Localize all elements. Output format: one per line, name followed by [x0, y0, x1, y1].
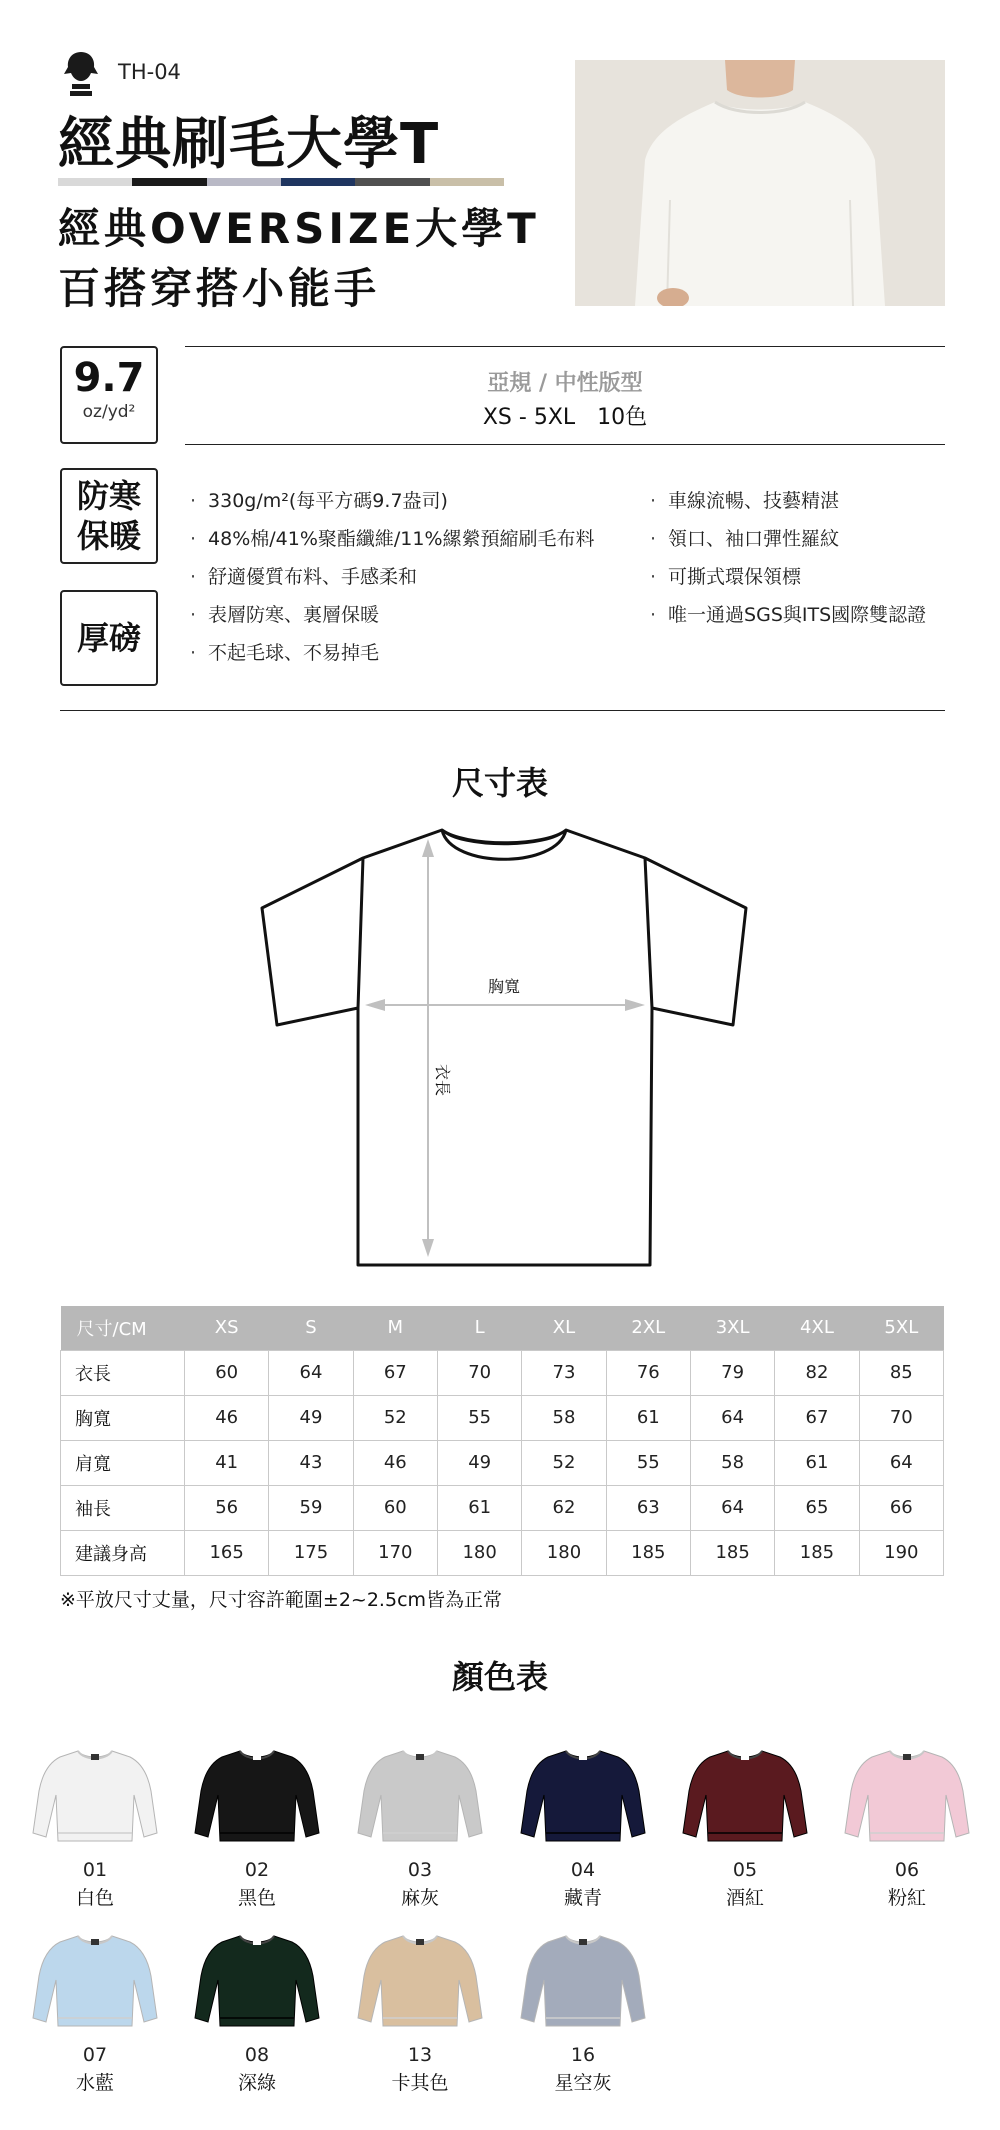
feature-item: · 表層防寒、裏層保暖 — [190, 596, 595, 634]
table-cell: 55 — [606, 1440, 690, 1485]
product-title: 經典刷毛大學T — [58, 112, 440, 177]
color-swatch — [508, 1930, 658, 2098]
table-cell: 64 — [690, 1485, 774, 1530]
fabric-weight-unit: oz/yd² — [82, 402, 136, 422]
table-row — [61, 1440, 944, 1485]
table-header-cell: 2XL — [606, 1306, 690, 1350]
strip-segment — [281, 178, 355, 186]
feature-list-left — [190, 482, 595, 672]
sweatshirt-icon — [192, 1745, 322, 1845]
color-strip — [58, 178, 504, 186]
table-cell: 61 — [437, 1485, 521, 1530]
table-header-cell: 尺寸/CM — [61, 1306, 185, 1350]
table-cell: 82 — [775, 1350, 859, 1395]
table-cell: 58 — [690, 1440, 774, 1485]
fit-label: 亞規 / 中性版型 — [487, 371, 643, 396]
heavyweight-badge: 厚磅 — [60, 590, 158, 686]
table-header-cell: 5XL — [859, 1306, 943, 1350]
table-cell: 67 — [353, 1350, 437, 1395]
table-header-cell: 3XL — [690, 1306, 774, 1350]
color-code: 02 — [244, 1859, 270, 1881]
table-cell: 55 — [437, 1395, 521, 1440]
color-code: 05 — [732, 1859, 758, 1881]
table-cell: 170 — [353, 1530, 437, 1575]
feature-item: · 舒適優質布料、手感柔和 — [190, 558, 595, 596]
sweatshirt-icon — [355, 1745, 485, 1845]
table-cell: 64 — [690, 1395, 774, 1440]
sweatshirt-icon — [680, 1745, 810, 1845]
color-code: 01 — [82, 1859, 108, 1881]
sweatshirt-icon — [192, 1930, 322, 2030]
sweatshirt-icon — [518, 1745, 648, 1845]
table-cell: 64 — [859, 1440, 943, 1485]
table-header-cell: L — [437, 1306, 521, 1350]
table-cell: 46 — [353, 1440, 437, 1485]
table-header-cell: XL — [522, 1306, 606, 1350]
table-cell: 61 — [606, 1395, 690, 1440]
table-header-cell: M — [353, 1306, 437, 1350]
feature-list-right — [650, 482, 926, 634]
table-row — [61, 1350, 944, 1395]
table-cell: 建議身高 — [61, 1530, 185, 1575]
table-cell: 胸寬 — [61, 1395, 185, 1440]
divider — [60, 710, 945, 711]
sweatshirt-icon — [842, 1745, 972, 1845]
table-cell: 肩寬 — [61, 1440, 185, 1485]
table-cell: 180 — [522, 1530, 606, 1575]
table-cell: 60 — [353, 1485, 437, 1530]
table-cell: 袖長 — [61, 1485, 185, 1530]
color-swatch — [182, 1745, 332, 1913]
table-cell: 49 — [437, 1440, 521, 1485]
feature-item: · 可撕式環保領標 — [650, 558, 926, 596]
feature-item: · 48%棉/41%聚酯纖維/11%縲縈預縮刷毛布料 — [190, 520, 595, 558]
table-cell: 185 — [606, 1530, 690, 1575]
color-code: 03 — [407, 1859, 433, 1881]
table-cell: 180 — [437, 1530, 521, 1575]
color-code: 08 — [244, 2044, 270, 2066]
sweatshirt-icon — [518, 1930, 648, 2030]
model-photo — [575, 60, 945, 306]
table-cell: 43 — [269, 1440, 353, 1485]
brand-logo-icon — [58, 50, 104, 98]
size-chart-title: 尺寸表 — [451, 764, 548, 802]
table-cell: 70 — [437, 1350, 521, 1395]
color-name: 白色 — [75, 1887, 114, 1909]
table-cell: 165 — [185, 1530, 269, 1575]
table-header-row — [61, 1306, 944, 1350]
table-cell: 73 — [522, 1350, 606, 1395]
table-row — [61, 1530, 944, 1575]
table-cell: 64 — [269, 1350, 353, 1395]
color-name: 星空灰 — [554, 2072, 612, 2094]
table-cell: 61 — [775, 1440, 859, 1485]
color-swatch — [345, 1930, 495, 2098]
chest-width-label: 胸寬 — [487, 977, 521, 996]
table-cell: 65 — [775, 1485, 859, 1530]
size-tolerance-note: ※平放尺寸丈量，尺寸容許範圍±2~2.5cm皆為正常 — [60, 1589, 503, 1611]
strip-segment — [355, 178, 429, 186]
color-swatch — [832, 1745, 982, 1913]
feature-item: · 領口、袖口彈性羅紋 — [650, 520, 926, 558]
color-name: 黑色 — [237, 1887, 276, 1909]
table-cell: 60 — [185, 1350, 269, 1395]
color-swatch — [182, 1930, 332, 2098]
color-name: 卡其色 — [391, 2072, 449, 2094]
model-number: TH-04 — [118, 60, 181, 84]
table-cell: 66 — [859, 1485, 943, 1530]
color-name: 深綠 — [237, 2072, 276, 2094]
table-cell: 79 — [690, 1350, 774, 1395]
fabric-weight-value: 9.7 — [73, 355, 145, 401]
table-header-cell: S — [269, 1306, 353, 1350]
warmth-badge — [60, 468, 158, 564]
fabric-weight-badge — [60, 346, 158, 444]
feature-item: · 車線流暢、技藝精湛 — [650, 482, 926, 520]
table-cell: 59 — [269, 1485, 353, 1530]
body-length-label: 衣長 — [433, 1063, 452, 1097]
feature-item: · 唯一通過SGS與ITS國際雙認證 — [650, 596, 926, 634]
color-name: 麻灰 — [400, 1887, 439, 1909]
size-range: XS - 5XL 10色 — [482, 405, 648, 430]
table-cell: 56 — [185, 1485, 269, 1530]
table-cell: 41 — [185, 1440, 269, 1485]
color-swatch — [670, 1745, 820, 1913]
warmth-badge-line-1: 防寒 — [76, 477, 141, 515]
table-cell: 70 — [859, 1395, 943, 1440]
size-table — [60, 1306, 944, 1576]
color-code: 06 — [894, 1859, 920, 1881]
sweatshirt-icon — [30, 1745, 160, 1845]
color-code: 04 — [570, 1859, 596, 1881]
strip-segment — [132, 178, 206, 186]
table-header-cell: 4XL — [775, 1306, 859, 1350]
table-cell: 185 — [690, 1530, 774, 1575]
divider — [185, 346, 945, 347]
feature-item: · 330g/m²(每平方碼9.7盎司) — [190, 482, 595, 520]
color-code: 13 — [407, 2044, 433, 2066]
table-cell: 58 — [522, 1395, 606, 1440]
table-row — [61, 1395, 944, 1440]
divider — [185, 444, 945, 445]
color-swatch — [508, 1745, 658, 1913]
table-cell: 85 — [859, 1350, 943, 1395]
color-swatch — [20, 1930, 170, 2098]
table-cell: 190 — [859, 1530, 943, 1575]
color-name: 酒紅 — [725, 1887, 764, 1909]
color-chart-title: 顏色表 — [451, 1658, 548, 1696]
color-name: 藏青 — [563, 1887, 602, 1909]
color-swatch — [20, 1745, 170, 1913]
shirt-measurement-diagram — [255, 825, 755, 1270]
subtitle-line-1: 經典OVERSIZE大學T — [58, 204, 540, 253]
table-cell: 62 — [522, 1485, 606, 1530]
sweatshirt-icon — [355, 1930, 485, 2030]
table-cell: 49 — [269, 1395, 353, 1440]
table-cell: 175 — [269, 1530, 353, 1575]
feature-item: · 不起毛球、不易掉毛 — [190, 634, 595, 672]
color-code: 07 — [82, 2044, 108, 2066]
sweatshirt-icon — [30, 1930, 160, 2030]
table-cell: 185 — [775, 1530, 859, 1575]
table-header-cell: XS — [185, 1306, 269, 1350]
subtitle-line-2: 百搭穿搭小能手 — [58, 264, 381, 313]
table-cell: 63 — [606, 1485, 690, 1530]
strip-segment — [207, 178, 281, 186]
table-row — [61, 1485, 944, 1530]
table-cell: 52 — [353, 1395, 437, 1440]
table-cell: 46 — [185, 1395, 269, 1440]
table-cell: 52 — [522, 1440, 606, 1485]
color-swatch — [345, 1745, 495, 1913]
warmth-badge-line-2: 保暖 — [76, 517, 141, 555]
table-cell: 76 — [606, 1350, 690, 1395]
strip-segment — [58, 178, 132, 186]
color-name: 水藍 — [75, 2072, 114, 2094]
strip-segment — [430, 178, 504, 186]
color-name: 粉紅 — [887, 1887, 926, 1909]
table-cell: 衣長 — [61, 1350, 185, 1395]
table-cell: 67 — [775, 1395, 859, 1440]
color-code: 16 — [570, 2044, 596, 2066]
